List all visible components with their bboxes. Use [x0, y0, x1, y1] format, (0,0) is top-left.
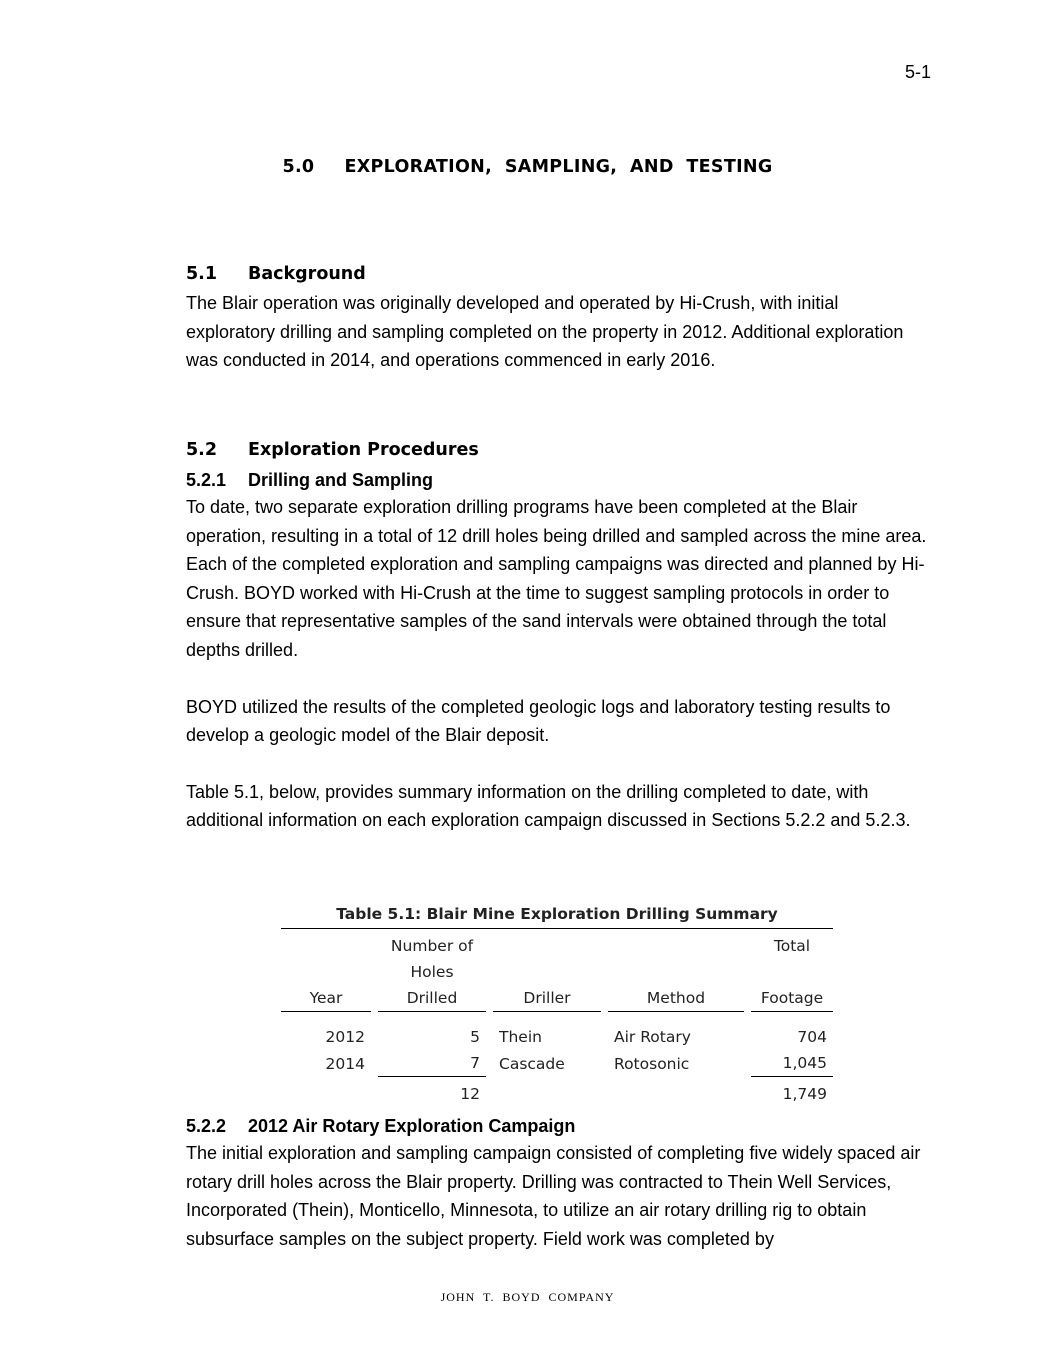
section-heading: [186, 437, 931, 463]
section-heading: [186, 261, 931, 287]
header-footage-line1: Total: [773, 937, 811, 955]
page-number: 5-1: [904, 62, 931, 82]
section-5-2: [186, 437, 931, 835]
company-footer: JOHN T. BOYD COMPANY: [440, 1290, 615, 1304]
background-paragraph: The Blair operation was originally developed and operated by Hi-Crush, with initial exploratory drilling and sampling completed on the property in 2012. Additional exploration was conducted in 2014, and operations commenced in early 2016.: [186, 293, 904, 371]
drilling-summary-table: [281, 903, 833, 1107]
section-title: Exploration Procedures: [248, 440, 479, 460]
chapter-number: 5.0: [282, 157, 315, 177]
cell-driller: Cascade: [499, 1054, 565, 1073]
total-footage: 1,749: [782, 1085, 827, 1103]
chapter-title-text: EXPLORATION, SAMPLING, AND TESTING: [344, 157, 773, 177]
cell-method: Rotosonic: [614, 1054, 690, 1073]
drilling-paragraph-2: BOYD utilized the results of the completed geologic logs and laboratory testing results to develop a geologic model of the Blair deposit.: [186, 696, 891, 746]
header-holes-line1: Number of: [390, 937, 474, 955]
section-number: 5.1: [186, 264, 218, 284]
cell-method: Air Rotary: [614, 1028, 691, 1046]
section-title: Background: [248, 264, 366, 284]
header-year: Year: [281, 959, 371, 1012]
table-total-row: [281, 1077, 833, 1107]
subsection-heading: [186, 467, 931, 493]
air-rotary-paragraph: The initial exploration and sampling campaign consisted of completing five widely spaced air rotary drill holes across the Blair property. Drilling was contracted to Thein Well Services, Incorporated (Thein), Monticello, Minnesota, to utilize an air rotary drilling rig to obtain subsurface samples on the subject property. Field work was completed by: [186, 1143, 921, 1249]
table-caption: Table 5.1: Blair Mine Exploration Drilling Summary: [281, 903, 833, 929]
cell-footage: 704: [797, 1028, 827, 1046]
chapter-title: [0, 157, 1055, 177]
cell-year: 2014: [325, 1054, 365, 1073]
section-5-1: [186, 261, 931, 375]
subsection-number: 5.2.2: [186, 1116, 227, 1136]
table-row: [281, 1024, 833, 1050]
total-holes: 12: [460, 1085, 480, 1103]
header-holes-line2: Holes Drilled: [378, 959, 486, 1012]
cell-driller: Thein: [499, 1028, 542, 1046]
table-row: [281, 1050, 833, 1077]
subsection-number: 5.2.1: [186, 470, 227, 490]
section-number: 5.2: [186, 440, 218, 460]
cell-holes: 5: [470, 1028, 480, 1046]
subsection-title: 2012 Air Rotary Exploration Campaign: [248, 1116, 576, 1136]
drilling-paragraph-3: Table 5.1, below, provides summary information on the drilling completed to date, with additional information on each exploration campaign discussed in Sections 5.2.2 and 5.2.3.: [186, 781, 911, 831]
subsection-title: Drilling and Sampling: [248, 470, 434, 490]
section-5-2-2: [186, 1113, 931, 1253]
cell-year: 2012: [325, 1028, 365, 1046]
header-driller: Driller: [493, 959, 601, 1012]
header-method: Method: [608, 959, 744, 1012]
cell-holes: 7: [378, 1050, 486, 1077]
header-footage-line2: Footage: [751, 959, 833, 1012]
subsection-heading: [186, 1113, 931, 1139]
cell-footage: 1,045: [751, 1050, 833, 1077]
drilling-paragraph-1: To date, two separate exploration drilling programs have been completed at the Blair operation, resulting in a total of 12 drill holes being drilled and sampled across the mine area. Each of the completed exploration and sampling campaigns was directed and planned by Hi-Crush. BOYD worked with Hi-Crush at the time to suggest sampling protocols in order to ensure that representative samples of the sand intervals were obtained through the total depths drilled.: [186, 497, 927, 660]
